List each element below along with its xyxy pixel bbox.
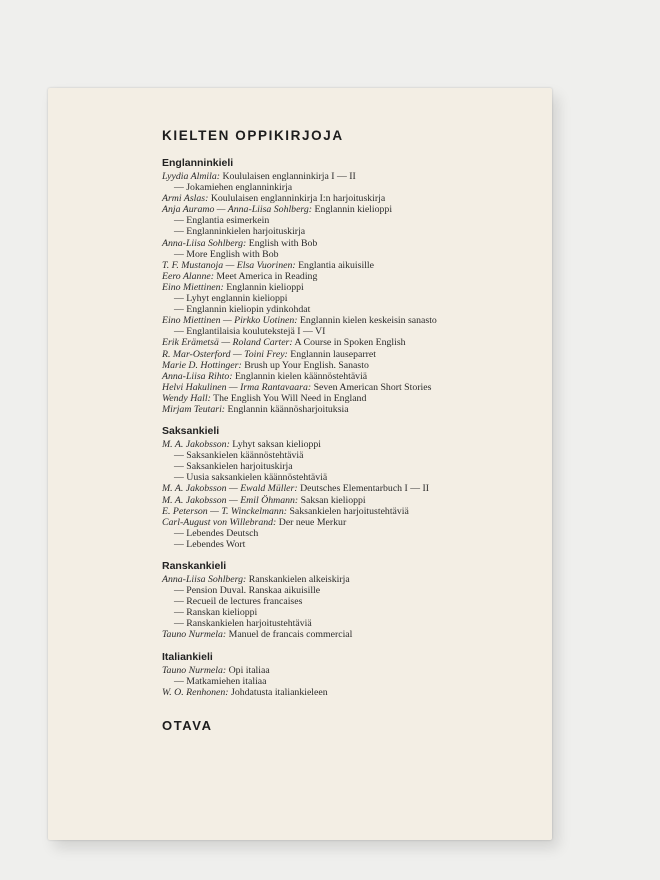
book-entry [162,226,542,237]
book-entry [162,349,542,360]
entry-title: Koululaisen englanninkirja I — II [222,171,356,182]
entry-title: Seven American Short Stories [313,381,432,393]
book-entry [162,461,542,472]
book-entry [162,215,542,226]
entry-title: Englannin käännösharjoituksia [227,403,349,415]
entry-author: Marie D. Hottinger: [162,359,242,371]
entry-title: — Matkamiehen italiaa [174,675,267,687]
entry-title: Der neue Merkur [278,516,347,528]
book-entry [162,204,542,215]
book-entry [162,182,542,193]
entry-author: Erik Erämetsä — Roland Carter: [162,337,293,349]
entry-title: Saksankielen harjoitustehtäviä [289,505,409,517]
entry-author: Anja Auramo — Anna-Liisa Sohlberg: [162,204,313,216]
page-title: KIELTEN OPPIKIRJOJA [162,128,344,143]
entry-title: — Englantilaisia koulutekstejä I — VI [174,326,326,338]
book-entry [162,483,542,494]
entry-title: — Pension Duval. Ranskaa aikuisille [174,585,321,597]
book-entry [162,618,542,629]
entry-title: Englannin kielioppi [226,281,304,293]
entry-title: Lyhyt saksan kielioppi [232,439,322,451]
book-entry [162,665,542,676]
book-entry [162,337,542,348]
entry-title: Saksan kielioppi [300,494,366,506]
entry-title: — Englannin kieliopin ydinkohdat [174,304,311,316]
book-entry [162,249,542,260]
book-entry [162,676,542,687]
section-italiankieli [162,651,542,698]
entry-title: — Englantia esimerkein [174,215,270,227]
book-entry [162,393,542,404]
entry-title: — More English with Bob [174,248,279,260]
entry-author: W. O. Renhonen: [162,686,229,698]
book-entry [162,528,542,539]
book-entry [162,360,542,371]
book-entry [162,260,542,271]
book-entry [162,506,542,517]
entry-title: Koululaisen englanninkirja I:n harjoituskirja [210,193,386,205]
entry-author: R. Mar-Osterford — Toini Frey: [162,348,288,360]
entry-author: Anna-Liisa Rihto: [162,370,233,382]
entry-title: — Jokamiehen englanninkirja [174,182,293,194]
entry-title: Manuel de francais commercial [228,629,353,641]
entry-author: Wendy Hall: [162,392,211,404]
book-entry [162,450,542,461]
entry-author: M. A. Jakobsson — Emil Öhmann: [162,494,299,506]
section-heading: Italiankieli [162,650,213,663]
entry-title: Brush up Your English. Sanasto [244,359,369,371]
entry-author: M. A. Jakobsson: [162,439,230,451]
entry-title: — Saksankielen käännöstehtäviä [174,450,304,462]
entry-author: Anna-Liisa Sohlberg: [162,237,247,249]
entry-title: — Lebendes Deutsch [174,527,259,539]
entry-title: — Lebendes Wort [174,538,246,550]
entry-author: Tauno Nurmela: [162,664,227,676]
entry-title: A Course in Spoken English [294,337,406,349]
entry-author: E. Peterson — T. Winckelmann: [162,505,287,517]
book-entry [162,495,542,506]
book-entry [162,382,542,393]
entry-author: Tauno Nurmela: [162,629,227,641]
entry-title: Englannin lauseparret [290,348,376,360]
entry-author: Eino Miettinen: [162,281,224,293]
entry-title: — Ranskan kielioppi [174,607,258,619]
entry-author: Carl-August von Willebrand: [162,516,277,528]
entry-title: — Uusia saksankielen käännöstehtäviä [174,472,328,484]
book-entry [162,539,542,550]
book-entry [162,574,542,585]
book-entry [162,293,542,304]
entry-title: Ranskankielen alkeiskirja [248,574,350,585]
entry-title: Opi italiaa [228,664,270,676]
entry-author: T. F. Mustanoja — Elsa Vuorinen: [162,259,296,271]
entry-title: Meet America in Reading [216,270,318,282]
book-entry [162,171,542,182]
sections-container [162,157,542,698]
entry-title: Englannin kielen käännöstehtäviä [234,370,368,382]
entry-title: — Saksankielen harjoituskirja [174,461,293,473]
book-entry [162,596,542,607]
entry-author: Anna-Liisa Sohlberg: [162,574,247,585]
book-entry [162,271,542,282]
entry-title: Englannin kielioppi [314,204,393,216]
book-entry [162,585,542,596]
entry-title: — Lyhyt englannin kielioppi [174,293,288,305]
book-entry [162,629,542,640]
book-list [162,128,542,733]
entry-author: Eero Alanne: [162,270,214,282]
book-entry [162,315,542,326]
entry-title: English with Bob [248,237,318,249]
entry-author: Armi Aslas: [162,193,209,205]
book-entry [162,607,542,618]
entry-author: Helvi Hakulinen — Irma Rantavaara: [162,381,312,393]
book-entry [162,371,542,382]
entry-title: Deutsches Elementarbuch I — II [300,483,430,495]
section-ranskankieli [162,560,542,641]
section-englanninkieli [162,157,542,415]
publisher-name: OTAVA [162,717,213,733]
book-entry [162,517,542,528]
entry-title: — Recueil de lectures francaises [174,596,303,608]
book-entry [162,439,542,450]
book-entry [162,472,542,483]
entry-author: Lyydia Almila: [162,171,221,182]
book-entry [162,326,542,337]
book-entry [162,304,542,315]
section-heading: Englanninkieli [162,157,234,169]
book-entry [162,404,542,415]
book-entry [162,282,542,293]
entry-author: M. A. Jakobsson — Ewald Müller: [162,483,298,495]
book-entry [162,193,542,204]
entry-title: — Englanninkielen harjoituskirja [174,226,306,238]
entry-author: Mirjam Teutari: [162,403,226,415]
section-heading: Ranskankieli [162,560,227,572]
entry-author: Eino Miettinen — Pirkko Uotinen: [162,315,298,327]
section-saksankieli [162,425,542,550]
entry-title: Johdatusta italiankieleen [231,686,328,698]
entry-title: Englannin kielen keskeisin sanasto [299,315,437,327]
entry-title: The English You Will Need in England [213,392,367,404]
book-entry [162,687,542,698]
entry-title: — Ranskankielen harjoitustehtäviä [174,618,312,630]
section-heading: Saksankieli [162,425,220,438]
book-entry [162,238,542,249]
entry-title: Englantia aikuisille [298,259,374,271]
